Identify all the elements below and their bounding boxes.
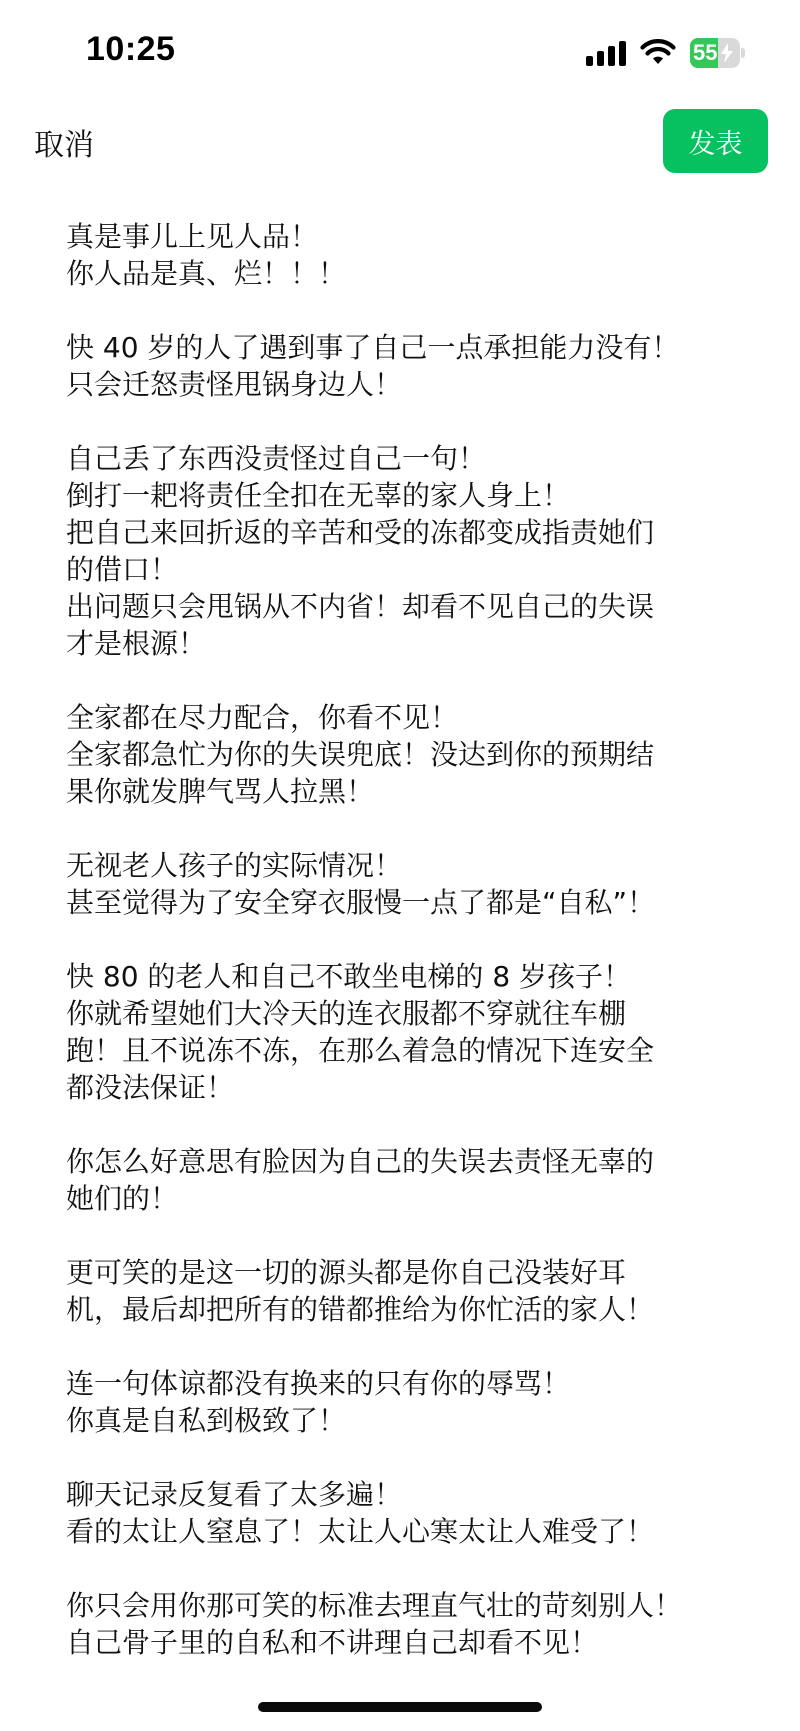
post-line: 都没法保证！ (66, 1071, 235, 1104)
wifi-icon (640, 38, 676, 68)
battery-indicator (690, 38, 746, 68)
post-line: 的借口！ (66, 553, 179, 586)
post-line: 果你就发脾气骂人拉黑！ (66, 775, 375, 808)
post-line: 快 80 的老人和自己不敢坐电梯的 8 岁孩子！ (66, 960, 632, 993)
post-blank-line (66, 921, 766, 958)
post-line: 你只会用你那可笑的标准去理直气壮的苛刻别人！ (66, 1589, 683, 1622)
battery-cap (741, 48, 745, 58)
post-blank-line (66, 1328, 766, 1365)
post-line: 甚至觉得为了安全穿衣服慢一点了都是“自私”！ (66, 886, 656, 919)
post-line: 无视老人孩子的实际情况！ (66, 849, 403, 882)
home-indicator[interactable] (258, 1702, 542, 1712)
post-line: 快 40 岁的人了遇到事了自己一点承担能力没有！ (66, 331, 680, 364)
cellular-signal-icon (586, 40, 628, 68)
status-bar (0, 0, 800, 100)
post-line: 连一句体谅都没有换来的只有你的辱骂！ (66, 1367, 571, 1400)
post-text-editor[interactable] (66, 218, 766, 1661)
post-line: 你人品是真、烂！！！ (66, 257, 347, 290)
post-line: 把自己来回折返的辛苦和受的冻都变成指责她们 (66, 516, 655, 549)
post-line: 机，最后却把所有的错都推给为你忙活的家人！ (66, 1293, 655, 1326)
post-blank-line (66, 810, 766, 847)
post-line: 只会迁怒责怪甩锅身边人！ (66, 368, 403, 401)
status-time: 10:25 (86, 30, 176, 68)
post-line: 倒打一耙将责任全扣在无辜的家人身上！ (66, 479, 571, 512)
battery-body (690, 38, 740, 68)
post-blank-line (66, 1106, 766, 1143)
post-line: 聊天记录反复看了太多遍！ (66, 1478, 403, 1511)
post-line: 出问题只会甩锅从不内省！却看不见自己的失误 (66, 590, 655, 623)
cancel-button[interactable]: 取消 (34, 120, 94, 164)
post-line: 全家都急忙为你的失误兜底！没达到你的预期结 (66, 738, 655, 771)
post-line: 跑！且不说冻不冻，在那么着急的情况下连安全 (66, 1034, 655, 1067)
post-line: 自己丢了东西没责怪过自己一句！ (66, 442, 487, 475)
publish-button[interactable]: 发表 (663, 109, 768, 173)
post-line: 全家都在尽力配合，你看不见！ (66, 701, 459, 734)
post-line: 看的太让人窒息了！太让人心寒太让人难受了！ (66, 1515, 655, 1548)
post-line: 真是事儿上见人品！ (66, 220, 319, 253)
post-blank-line (66, 1439, 766, 1476)
post-line: 你真是自私到极致了！ (66, 1404, 347, 1437)
post-line: 你就希望她们大冷天的连衣服都不穿就往车棚 (66, 997, 627, 1030)
battery-percent-text: 55 (693, 40, 718, 65)
post-blank-line (66, 292, 766, 329)
post-blank-line (66, 1550, 766, 1587)
post-blank-line (66, 662, 766, 699)
post-line: 自己骨子里的自私和不讲理自己却看不见！ (66, 1626, 599, 1659)
post-line: 你怎么好意思有脸因为自己的失误去责怪无辜的 (66, 1145, 655, 1178)
charging-bolt-icon (720, 43, 734, 63)
post-blank-line (66, 403, 766, 440)
post-line: 才是根源！ (66, 627, 207, 660)
post-blank-line (66, 1217, 766, 1254)
post-line: 更可笑的是这一切的源头都是你自己没装好耳 (66, 1256, 627, 1289)
post-line: 她们的！ (66, 1182, 179, 1215)
